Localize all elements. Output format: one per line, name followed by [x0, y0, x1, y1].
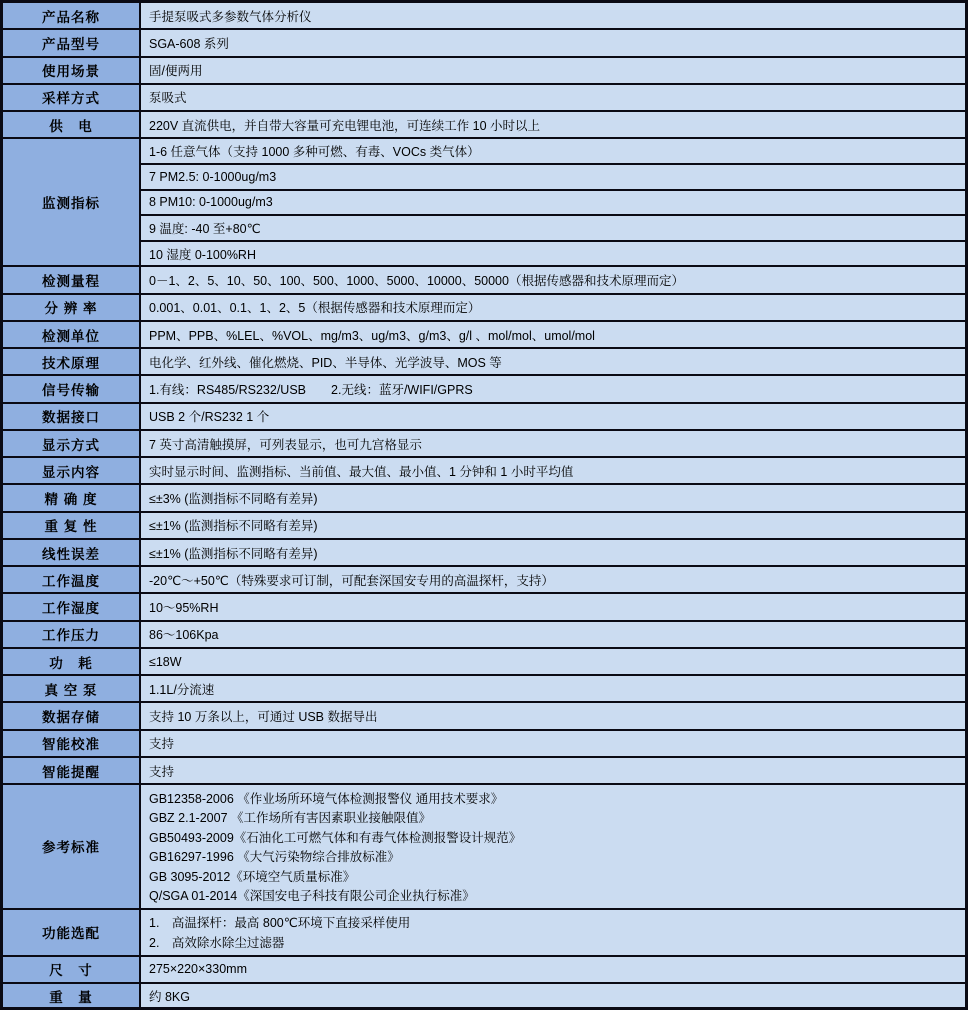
spec-row [3, 485, 965, 512]
spec-row [3, 458, 965, 485]
spec-row [3, 30, 965, 57]
spec-value: ≤18W [141, 649, 965, 674]
spec-row [3, 957, 965, 984]
spec-label: 真 空 泵 [3, 676, 141, 701]
spec-value: 支持 [141, 731, 965, 756]
spec-value-line: GB12358-2006 《作业场所环境气体检测报警仪 通用技术要求》 [149, 791, 504, 806]
spec-value: 275×220×330mm [141, 957, 965, 982]
spec-row [3, 594, 965, 621]
spec-value-line: 1. 高温探杆：最高 800℃环境下直接采样使用 [149, 916, 411, 931]
spec-label: 分 辨 率 [3, 295, 141, 320]
spec-value-line: 2. 高效除水除尘过滤器 [149, 935, 285, 950]
spec-label: 数据存储 [3, 703, 141, 728]
spec-row [3, 112, 965, 139]
spec-value-multiline [141, 785, 965, 907]
spec-label: 使用场景 [3, 58, 141, 83]
spec-label: 产品型号 [3, 30, 141, 55]
spec-row [3, 649, 965, 676]
spec-value-multiline [141, 910, 965, 955]
spec-label: 信号传输 [3, 376, 141, 401]
spec-label: 显示方式 [3, 431, 141, 456]
spec-value: 1.有线：RS485/RS232/USB 2.无线：蓝牙/WIFI/GPRS [141, 376, 965, 401]
spec-value: 10～95%RH [141, 594, 965, 619]
spec-row [3, 984, 965, 1007]
spec-label: 尺 寸 [3, 957, 141, 982]
spec-row [3, 567, 965, 594]
spec-value: ≤±3% (监测指标不同略有差异) [141, 485, 965, 510]
spec-value: 固/便两用 [141, 58, 965, 83]
spec-label: 供 电 [3, 112, 141, 137]
spec-value-subrow: 1-6 任意气体（支持 1000 多种可燃、有毒、VOCs 类气体） [141, 139, 965, 165]
spec-value: 约 8KG [141, 984, 965, 1007]
spec-value: 220V 直流供电，并自带大容量可充电锂电池，可连续工作 10 小时以上 [141, 112, 965, 137]
spec-row [3, 513, 965, 540]
spec-row [3, 322, 965, 349]
spec-row [3, 785, 965, 909]
spec-value: ≤±1% (监测指标不同略有差异) [141, 540, 965, 565]
spec-value: 支持 10 万条以上，可通过 USB 数据导出 [141, 703, 965, 728]
spec-value: 86～106Kpa [141, 622, 965, 647]
spec-label: 检测单位 [3, 322, 141, 347]
spec-value: 7 英寸高清触摸屏，可列表显示，也可九宫格显示 [141, 431, 965, 456]
spec-value: 泵吸式 [141, 85, 965, 110]
spec-value: 0.001、0.01、0.1、1、2、5（根据传感器和技术原理而定） [141, 295, 965, 320]
spec-row [3, 431, 965, 458]
spec-value-line: Q/SGA 01-2014《深国安电子科技有限公司企业执行标准》 [149, 888, 475, 903]
spec-label: 智能校准 [3, 731, 141, 756]
spec-row [3, 622, 965, 649]
spec-label: 参考标准 [3, 785, 141, 907]
spec-label: 采样方式 [3, 85, 141, 110]
spec-value: 电化学、红外线、催化燃烧、PID、半导体、光学波导、MOS 等 [141, 349, 965, 374]
spec-label: 显示内容 [3, 458, 141, 483]
spec-label: 工作温度 [3, 567, 141, 592]
spec-value: ≤±1% (监测指标不同略有差异) [141, 513, 965, 538]
spec-value-subrow: 9 温度: -40 至+80℃ [141, 216, 965, 242]
spec-label: 重 量 [3, 984, 141, 1007]
spec-label: 数据接口 [3, 404, 141, 429]
spec-value-line: GB 3095-2012《环境空气质量标准》 [149, 869, 356, 884]
spec-label: 线性误差 [3, 540, 141, 565]
spec-row [3, 85, 965, 112]
spec-value: PPM、PPB、%LEL、%VOL、mg/m3、ug/m3、g/m3、g/l 、mol/mol、umol/mol [141, 322, 965, 347]
spec-value-line: GB50493-2009《石油化工可燃气体和有毒气体检测报警设计规范》 [149, 830, 522, 845]
spec-value: -20℃～+50℃（特殊要求可订制，可配套深国安专用的高温探杆，支持） [141, 567, 965, 592]
spec-label: 功能选配 [3, 910, 141, 955]
spec-value-subrow: 10 湿度 0-100%RH [149, 247, 256, 262]
spec-row [3, 376, 965, 403]
spec-label: 工作压力 [3, 622, 141, 647]
spec-row [3, 910, 965, 957]
spec-row [3, 404, 965, 431]
spec-value: USB 2 个/RS232 1 个 [141, 404, 965, 429]
spec-value: 1.1L/分流速 [141, 676, 965, 701]
spec-row [3, 349, 965, 376]
spec-row [3, 139, 965, 267]
spec-value-subrow: 7 PM2.5: 0-1000ug/m3 [141, 165, 965, 191]
spec-value-subrow: 8 PM10: 0-1000ug/m3 [141, 191, 965, 217]
spec-value: 0－1、2、5、10、50、100、500、1000、5000、10000、50000（根据传感器和技术原理而定） [141, 267, 965, 292]
spec-value: 实时显示时间、监测指标、当前值、最大值、最小值、1 分钟和 1 小时平均值 [141, 458, 965, 483]
spec-label: 功 耗 [3, 649, 141, 674]
spec-value-group [141, 139, 965, 265]
spec-value-line: GBZ 2.1-2007 《工作场所有害因素职业接触限值》 [149, 811, 431, 826]
spec-row [3, 731, 965, 758]
spec-value: SGA-608 系列 [141, 30, 965, 55]
spec-label: 重 复 性 [3, 513, 141, 538]
spec-label: 检测量程 [3, 267, 141, 292]
spec-row [3, 676, 965, 703]
spec-label: 技术原理 [3, 349, 141, 374]
spec-label: 产品名称 [3, 3, 141, 28]
spec-value: 支持 [141, 758, 965, 783]
spec-label: 监测指标 [3, 139, 141, 265]
spec-label: 精 确 度 [3, 485, 141, 510]
spec-value: 手提泵吸式多参数气体分析仪 [141, 3, 965, 28]
spec-row [3, 703, 965, 730]
spec-row [3, 267, 965, 294]
spec-value-line: GB16297-1996 《大气污染物综合排放标准》 [149, 850, 400, 865]
spec-row [3, 758, 965, 785]
spec-label: 工作湿度 [3, 594, 141, 619]
spec-row [3, 58, 965, 85]
spec-row [3, 295, 965, 322]
spec-row [3, 3, 965, 30]
spec-label: 智能提醒 [3, 758, 141, 783]
spec-row [3, 540, 965, 567]
